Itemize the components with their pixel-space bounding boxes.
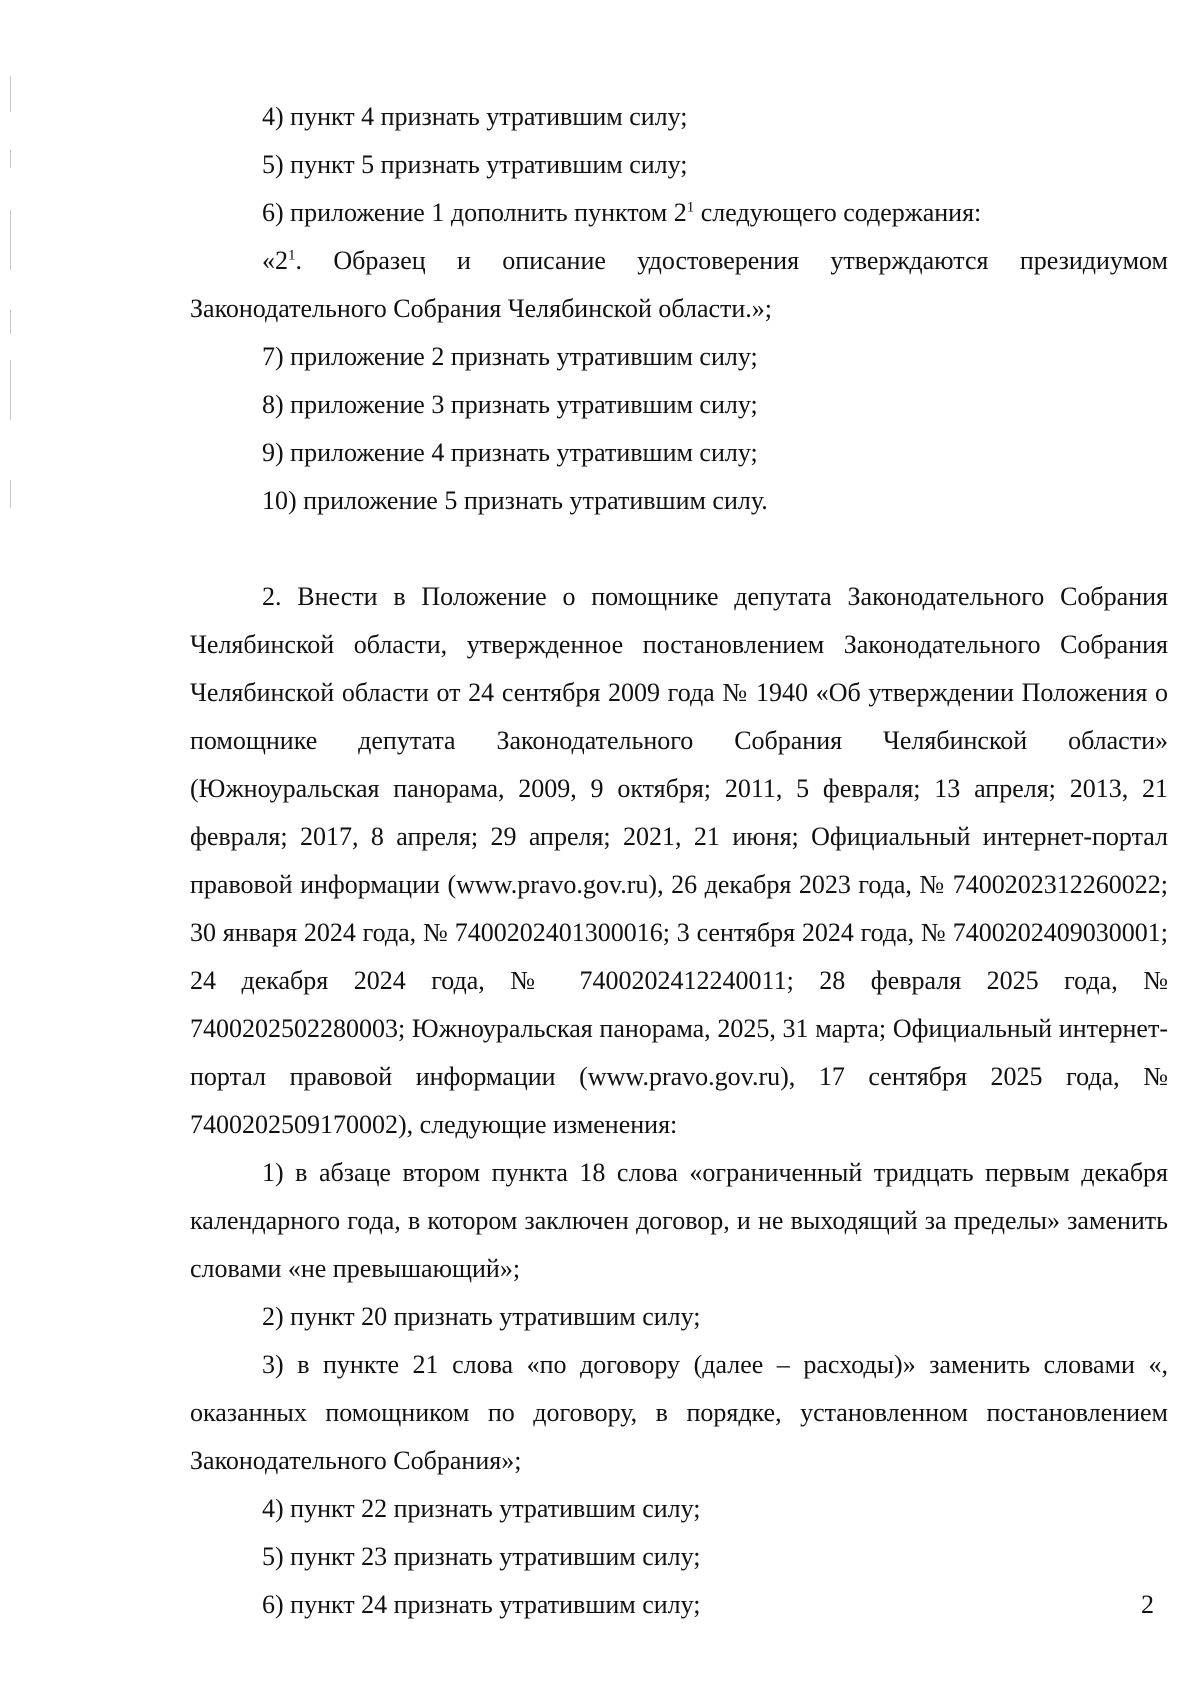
section-2-item: 5) пункт 23 признать утратившим силу; bbox=[262, 1542, 701, 1571]
scan-mark bbox=[10, 480, 11, 508]
item-6-superscript: 1 bbox=[686, 199, 695, 216]
paragraph-gap bbox=[190, 525, 1168, 573]
scan-edge-marks bbox=[10, 60, 13, 580]
section-2-item: 4) пункт 22 признать утратившим силу; bbox=[262, 1494, 701, 1523]
quote-suffix: . Образец и описание удостоверения утверждаются президиумом Законодательного Собрания Челябинской области.»; bbox=[190, 246, 1168, 323]
quoted-point bbox=[190, 237, 1168, 333]
quote-prefix: «2 bbox=[262, 246, 288, 275]
list-item: 4) пункт 4 признать утратившим силу; bbox=[262, 102, 688, 131]
scan-mark bbox=[10, 210, 11, 270]
list-item bbox=[190, 189, 1168, 237]
list-item: 10) приложение 5 признать утратившим силу. bbox=[262, 486, 768, 515]
section-2-intro: 2. Внести в Положение о помощнике депутата Законодательного Собрания Челябинской области, утвержденное постановлением Законодательного Собрания Челябинской области от 24 сентября 2009 года № 1940 «Об утверждении Положения о помощнике депутата Законодательного Собрания Челябинской области» (Южноуральская панорама, 2009, 9 октября; 2011, 5 февраля; 13 апреля; 2013, 21 февраля; 2017, 8 апреля; 29 апреля; 2021, 21 июня; Официальный интернет-портал правовой информации (www.pravo.gov.ru), 26 декабря 2023 года, № 7400202312260022; 30 января 2024 года, № 7400202401300016; 3 сентября 2024 года, № 7400202409030001; 24 декабря 2024 года, № 7400202412240011; 28 февраля 2025 года, № 7400202502280003; Южноуральская панорама, 2025, 31 марта; Официальный интернет-портал правовой информации (www.pravo.gov.ru), 17 сентября 2025 года, № 7400202509170002), следующие изменения: bbox=[190, 582, 1168, 1139]
section-2-item: 1) в абзаце втором пункта 18 слова «ограниченный тридцать первым декабря календарного года, в котором заключен договор, и не выходящий за пределы» заменить словами «не превышающий»; bbox=[190, 1158, 1168, 1283]
list-item: 5) пункт 5 признать утратившим силу; bbox=[262, 150, 688, 179]
section-2-item: 3) в пункте 21 слова «по договору (далее – расходы)» заменить словами «, оказанных помощником по договору, в порядке, установленном постановлением Законодательного Собрания»; bbox=[190, 1350, 1168, 1475]
page-number: 2 bbox=[1141, 1590, 1154, 1619]
scan-mark bbox=[10, 310, 11, 334]
item-6-suffix: следующего содержания: bbox=[694, 198, 982, 227]
scan-mark bbox=[10, 76, 11, 112]
section-2-item: 2) пункт 20 признать утратившим силу; bbox=[262, 1302, 701, 1331]
scan-mark bbox=[10, 360, 11, 420]
list-item: 9) приложение 4 признать утратившим силу; bbox=[262, 438, 758, 467]
quote-superscript: 1 bbox=[288, 247, 296, 264]
scan-mark bbox=[10, 150, 11, 168]
item-6-prefix: 6) приложение 1 дополнить пунктом 2 bbox=[262, 198, 687, 227]
document-body bbox=[190, 93, 1168, 1629]
section-2-item: 6) пункт 24 признать утратившим силу; bbox=[262, 1590, 701, 1619]
list-item: 8) приложение 3 признать утратившим силу; bbox=[262, 390, 758, 419]
list-item: 7) приложение 2 признать утратившим силу; bbox=[262, 342, 758, 371]
